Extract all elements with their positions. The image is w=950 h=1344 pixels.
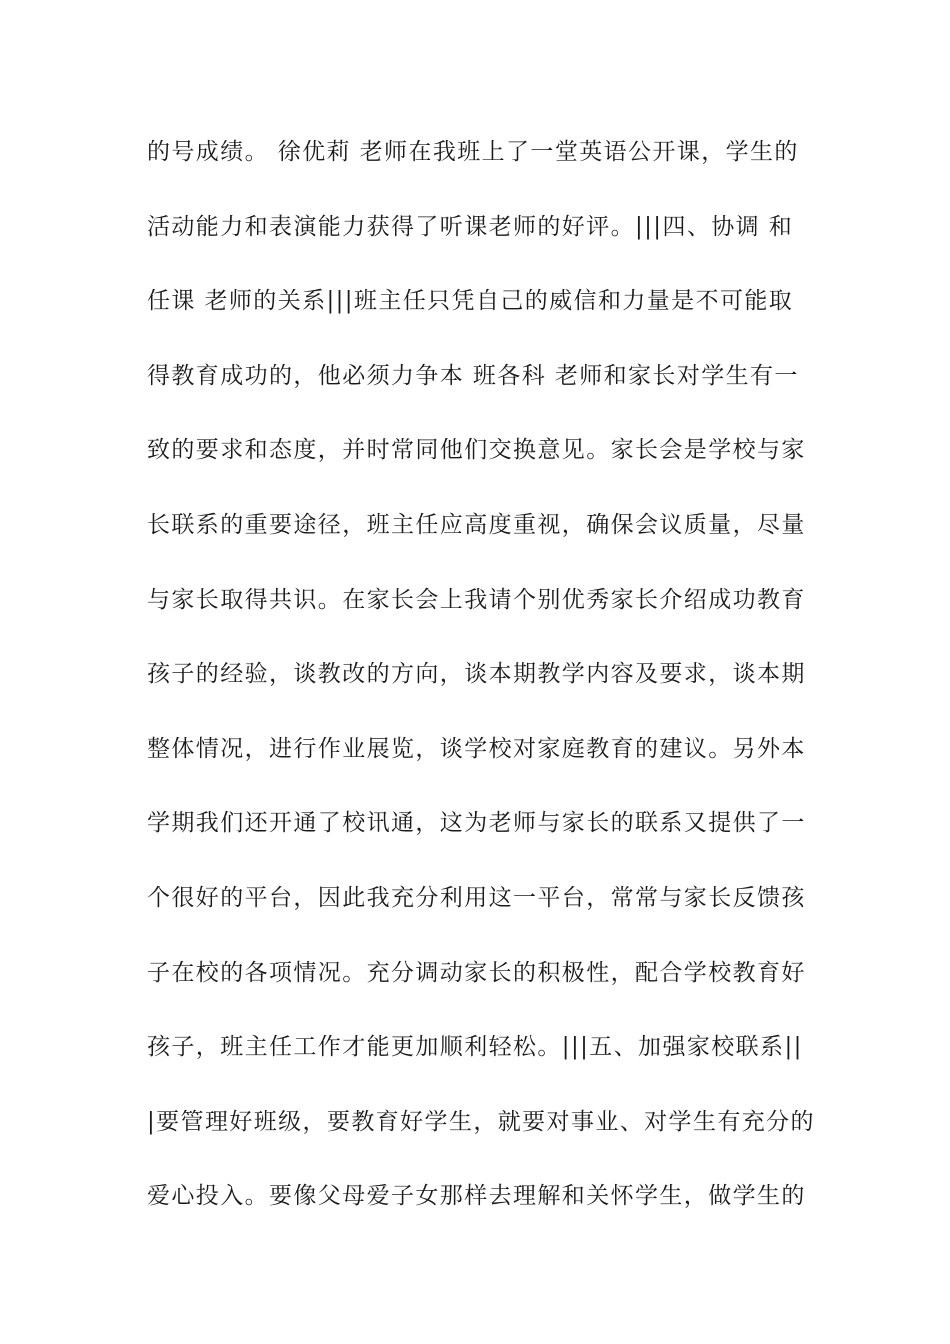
text-line-14: |要管理好班级，要教育好学生，就要对事业、对学生有充分的 [147, 1108, 815, 1135]
text-line-1: 的号成绩。 徐优莉 老师在我班上了一堂英语公开课，学生的 [147, 139, 799, 165]
text-line-6: 长联系的重要途径，班主任应高度重视，确保会议质量，尽量 [147, 511, 806, 538]
text-line-8: 孩子的经验，谈教改的方向，谈本期教学内容及要求，谈本期 [147, 661, 806, 688]
text-line-4: 得教育成功的，他必须力争本 班各科 老师和家长对学生有一 [147, 362, 799, 389]
body-text [147, 132, 815, 1251]
text-line-7: 与家长取得共识。在家长会上我请个别优秀家长介绍成功教育 [147, 586, 806, 613]
text-line-9: 整体情况，进行作业展览，谈学校对家庭教育的建议。另外本 [147, 735, 806, 762]
text-line-2: 活动能力和表演能力获得了听课老师的好评。|||四、协调 和 [147, 213, 794, 240]
text-line-12: 子在校的各项情况。充分调动家长的积极性，配合学校教育好 [147, 959, 806, 986]
text-line-11: 个很好的平台，因此我充分利用这一平台，常常与家长反馈孩 [147, 884, 806, 911]
text-line-10: 学期我们还开通了校讯通，这为老师与家长的联系又提供了一 [147, 810, 806, 837]
text-line-3: 任课 老师的关系|||班主任只凭自己的威信和力量是不可能取 [147, 288, 794, 315]
text-line-15: 爱心投入。要像父母爱子女那样去理解和关怀学生，做学生的 [147, 1183, 806, 1210]
text-line-13: 孩子，班主任工作才能更加顺利轻松。|||五、加强家校联系|| [147, 1034, 803, 1061]
text-line-5: 致的要求和态度，并时常同他们交换意见。家长会是学校与家 [147, 437, 806, 464]
